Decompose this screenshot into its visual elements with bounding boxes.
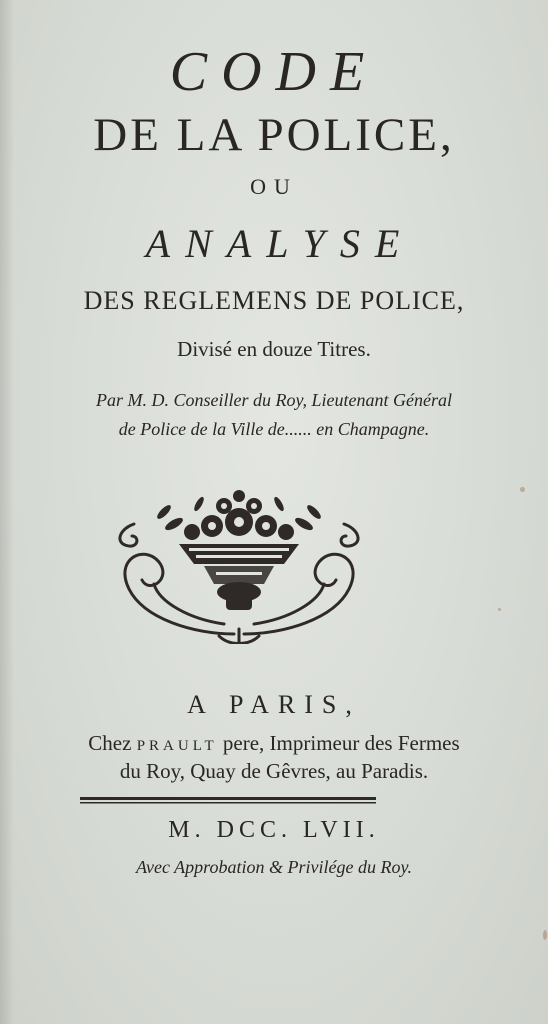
subtitle-reglemens: DES REGLEMENS DE POLICE, <box>83 286 465 315</box>
imprint-publisher-line-1 <box>0 731 548 756</box>
imprint-year: M. DCC. LVII. <box>168 817 380 843</box>
title-line-de-la-police: DE LA POLICE, <box>93 109 455 161</box>
subtitle-divise: Divisé en douze Titres. <box>177 337 371 361</box>
foxing-spot <box>543 930 547 940</box>
author-line-1: Par M. D. Conseiller du Roy, Lieutenant Général <box>96 390 452 410</box>
title-line-ou: OU <box>250 174 298 199</box>
imprint-publisher-line-2: du Roy, Quay de Gêvres, au Paradis. <box>119 759 429 783</box>
foxing-spot <box>498 608 501 611</box>
publisher-name: PRAULT <box>136 738 218 754</box>
flower-basket-ornament-icon <box>104 484 374 644</box>
title-line-analyse: ANALYSE <box>145 221 415 266</box>
imprint-place: A PARIS, <box>187 690 361 719</box>
title-line-code: CODE <box>169 41 379 103</box>
publisher-suffix: pere, Imprimeur des Fermes <box>222 731 460 755</box>
privilege-line: Avec Approbation & Privilége du Roy. <box>136 857 412 877</box>
foxing-spot <box>520 487 525 492</box>
author-line-2: de Police de la Ville de...... en Champagne. <box>118 419 430 439</box>
publisher-prefix: Chez <box>88 731 132 755</box>
double-rule-divider <box>80 797 376 805</box>
